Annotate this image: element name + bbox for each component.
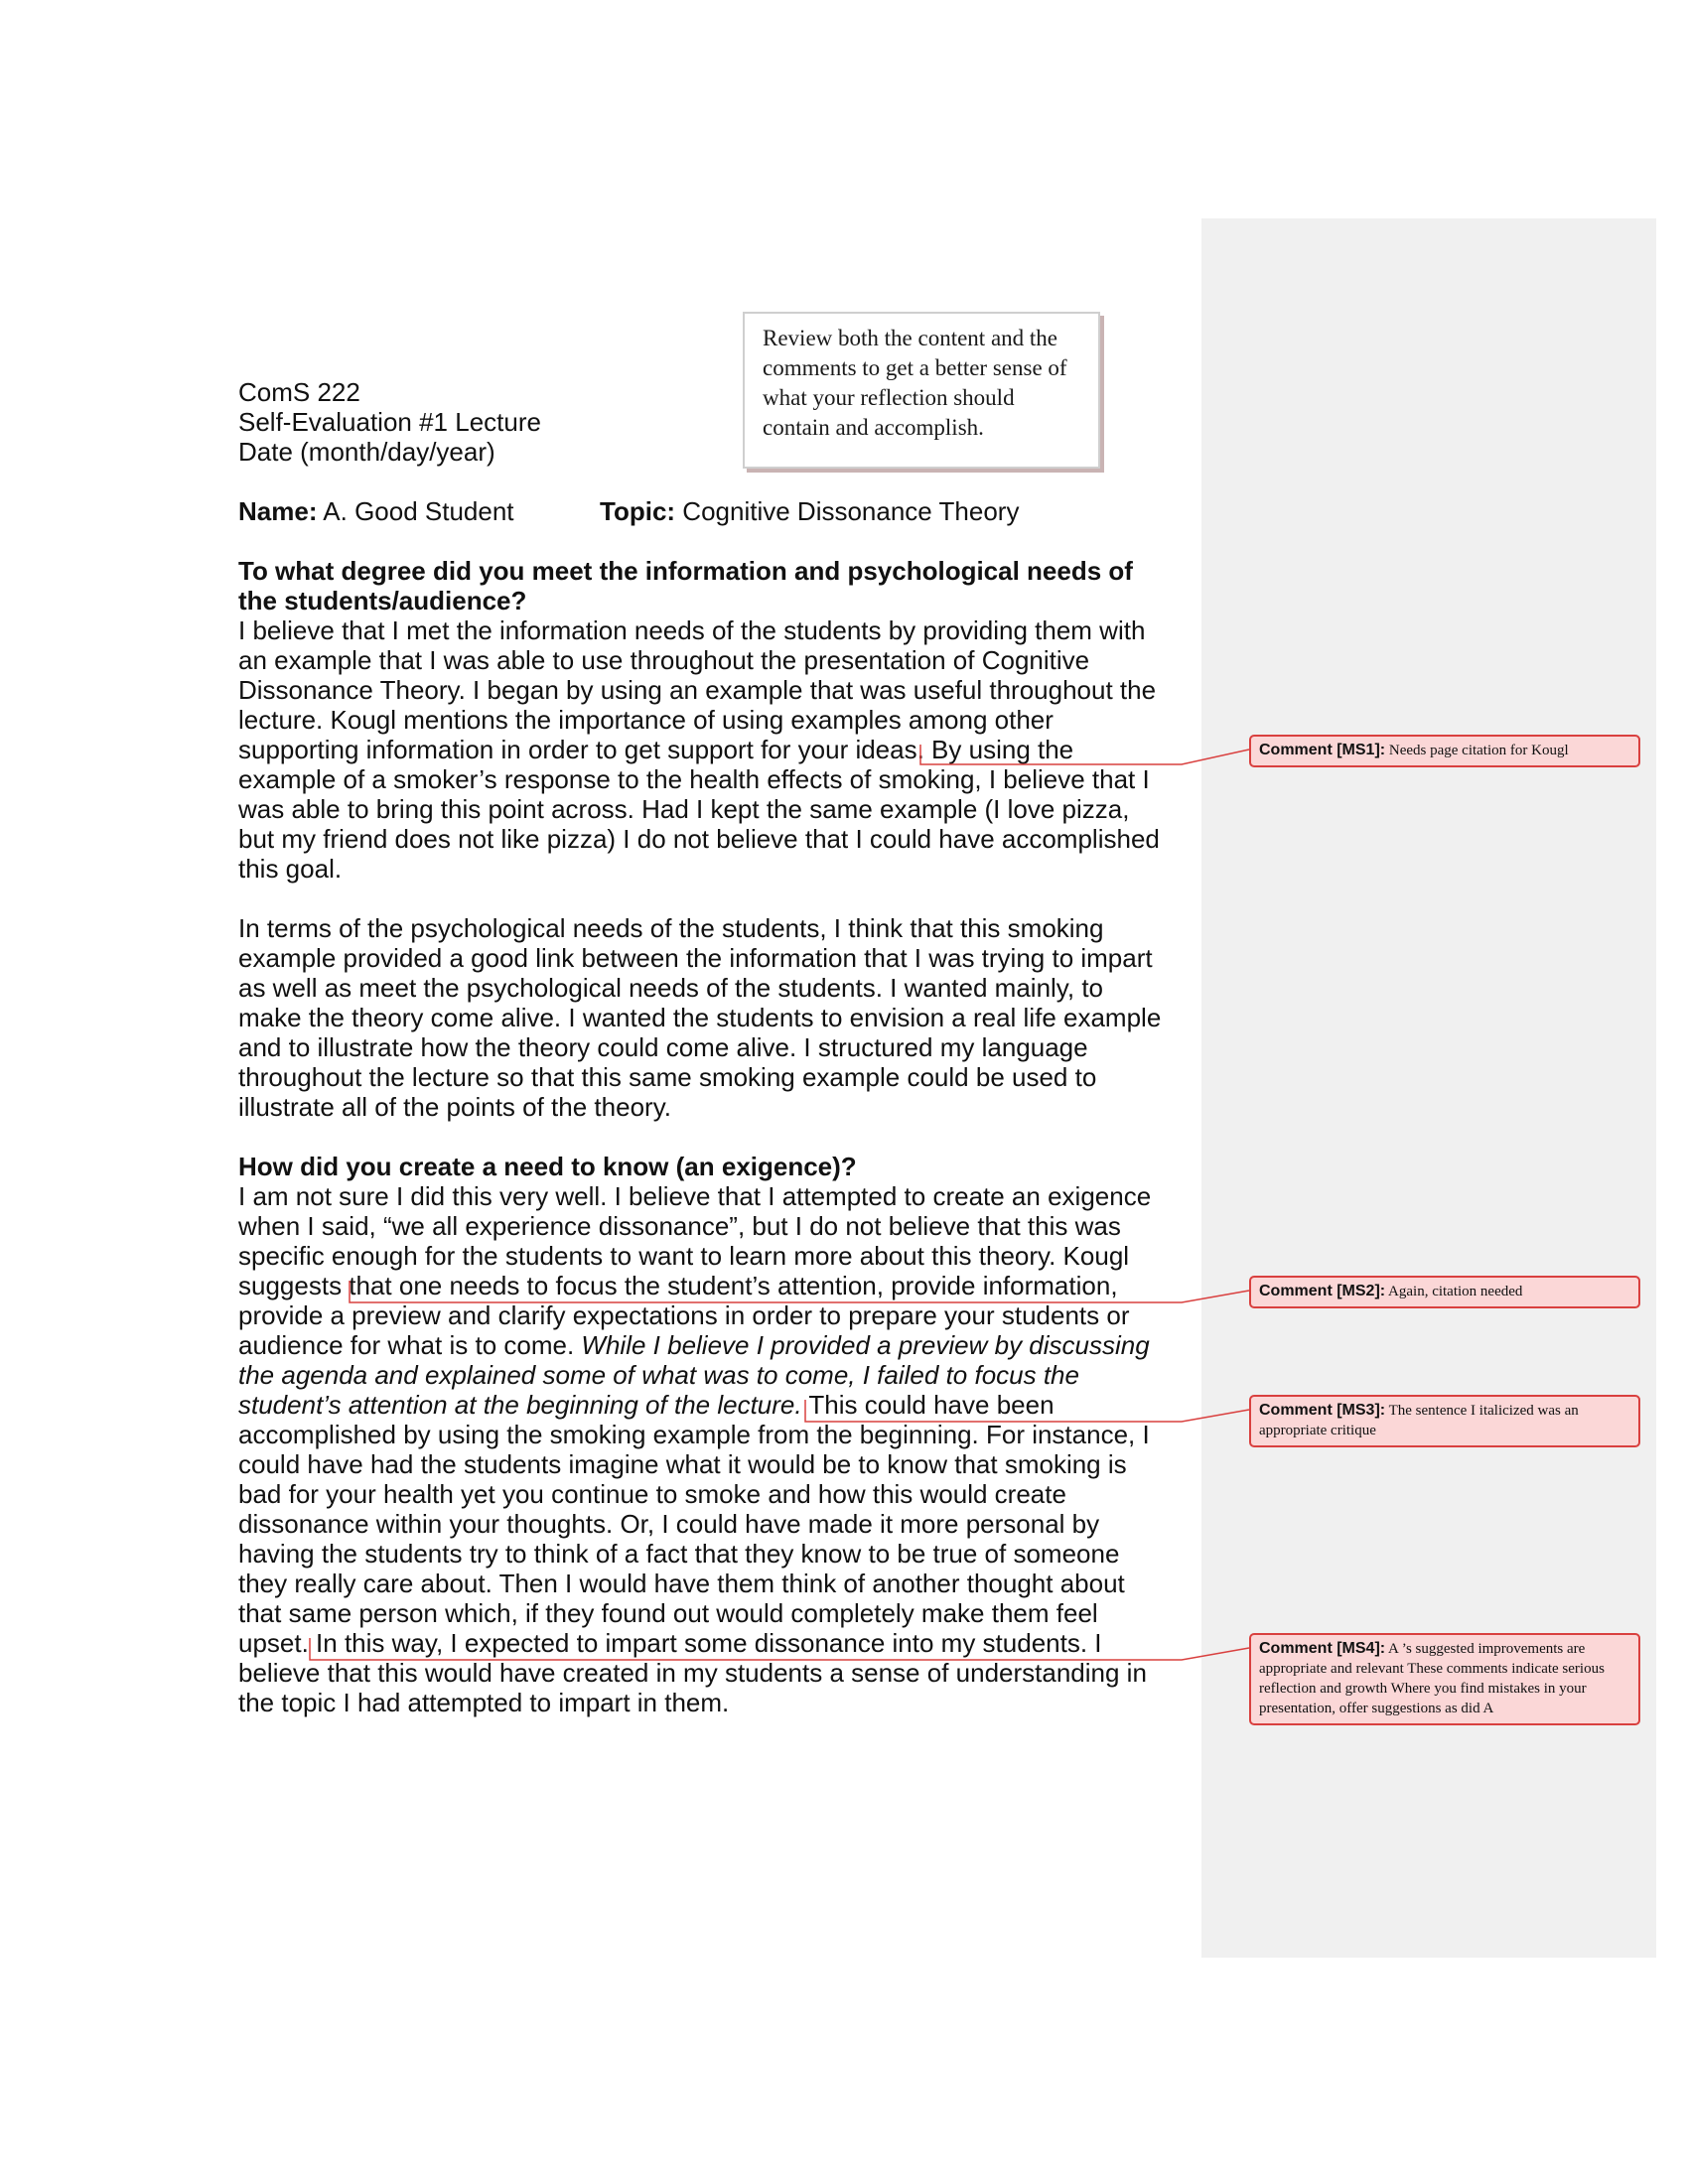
q1-p1-line: but my friend does not like pizza) I do not believe that I could have accomplished [238, 824, 1160, 854]
q2-line: I am not sure I did this very well. I believe that I attempted to create an exigence [238, 1181, 1152, 1211]
q2-line: specific enough for the students to want to learn more about this theory. Kougl [238, 1241, 1130, 1271]
comment-text: The sentence I italicized was an appropriate critique [1259, 1403, 1579, 1438]
q2-line: believe that this would have created in my students a sense of understanding in [238, 1658, 1147, 1688]
name-line [238, 496, 514, 526]
q1-heading-line-2: the students/audience? [238, 586, 527, 615]
q2-line-text: audience for what is to come. [238, 1330, 575, 1360]
italic-critique: student’s attention at the beginning of the lecture. [238, 1390, 802, 1420]
q2-line: upset. In this way, I expected to impart some dissonance into my students. I [238, 1628, 1102, 1658]
q1-p1-line: example of a smoker’s response to the health effects of smoking, I believe that I [238, 764, 1150, 794]
comment-text: A ’s suggested improvements are appropriate and relevant These comments indicate serious reflection and growth Where you find mistakes in your presentation, offer suggestions as did A [1259, 1641, 1605, 1716]
q1-p2-line: example provided a good link between the information that I was trying to impart [238, 943, 1153, 973]
name-label: Name: [238, 496, 318, 526]
date-line: Date (month/day/year) [238, 437, 495, 467]
comment-label: Comment [MS4]: [1259, 1640, 1386, 1657]
comment-ms3[interactable] [1249, 1395, 1640, 1447]
q2-line: suggests that one needs to focus the student’s attention, provide information, [238, 1271, 1118, 1300]
comment-text: Needs page citation for Kougl [1385, 743, 1569, 758]
comment-label: Comment [MS3]: [1259, 1402, 1386, 1419]
q2-line-with-italic [238, 1390, 1055, 1420]
q1-p1-line: lecture. Kougl mentions the importance of using examples among other [238, 705, 1054, 735]
italic-critique: While I believe I provided a preview by discussing [581, 1330, 1150, 1360]
document-header [238, 377, 541, 467]
q2-line-with-italic [238, 1330, 1150, 1360]
q2-line: provide a preview and clarify expectations in order to prepare your students or [238, 1300, 1130, 1330]
comment-text: Again, citation needed [1385, 1284, 1523, 1299]
q2-line: they really care about. Then I would have them think of another thought about [238, 1569, 1125, 1598]
q2-heading: How did you create a need to know (an exigence)? [238, 1152, 857, 1181]
q2-line: when I said, “we all experience dissonance”, but I do not believe that this was [238, 1211, 1121, 1241]
q1-p2-line: make the theory come alive. I wanted the students to envision a real life example [238, 1003, 1162, 1032]
q1-p2-line: throughout the lecture so that this same smoking example could be used to [238, 1062, 1097, 1092]
q1-p1-line: I believe that I met the information needs of the students by providing them with [238, 615, 1146, 645]
topic-value: Cognitive Dissonance Theory [682, 496, 1020, 526]
topic-label: Topic: [600, 496, 676, 526]
q1-heading-line-1: To what degree did you meet the information and psychological needs of [238, 556, 1133, 586]
q1-p1-line: supporting information in order to get support for your ideas. By using the [238, 735, 1074, 764]
q1-p2-line: In terms of the psychological needs of the students, I think that this smoking [238, 913, 1104, 943]
q1-p1-line: was able to bring this point across. Had I kept the same example (I love pizza, [238, 794, 1130, 824]
q2-line: accomplished by using the smoking example from the beginning. For instance, I [238, 1420, 1150, 1449]
q1-p2-line: illustrate all of the points of the theory. [238, 1092, 671, 1122]
comment-ms4[interactable] [1249, 1633, 1640, 1725]
q2-line-text: This could have been [801, 1390, 1055, 1420]
q2-line: that same person which, if they found out would completely make them feel [238, 1598, 1098, 1628]
q1-p2-line: and to illustrate how the theory could come alive. I structured my language [238, 1032, 1088, 1062]
comment-label: Comment [MS2]: [1259, 1283, 1386, 1299]
course-code: ComS 222 [238, 377, 360, 407]
q2-line: bad for your health yet you continue to smoke and how this would create [238, 1479, 1066, 1509]
name-value: A. Good Student [323, 496, 514, 526]
q2-line: could have had the students imagine what it would be to know that smoking is [238, 1449, 1127, 1479]
q2-line: dissonance within your thoughts. Or, I could have made it more personal by [238, 1509, 1100, 1539]
instruction-callout: Review both the content and the comments to get a better sense of what your reflection should contain and accomplish. [743, 312, 1100, 469]
topic-line [600, 496, 1019, 526]
comment-label: Comment [MS1]: [1259, 742, 1386, 758]
comment-ms1[interactable] [1249, 735, 1640, 767]
assignment-title: Self-Evaluation #1 Lecture [238, 407, 541, 437]
q2-line: having the students try to think of a fact that they know to be true of someone [238, 1539, 1120, 1569]
q1-p1-line: an example that I was able to use throughout the presentation of Cognitive [238, 645, 1090, 675]
q1-p1-line: Dissonance Theory. I began by using an example that was useful throughout the [238, 675, 1157, 705]
q1-p1-line: this goal. [238, 854, 343, 884]
q2-line: the topic I had attempted to impart in them. [238, 1688, 730, 1717]
comment-ms2[interactable] [1249, 1276, 1640, 1308]
italic-critique: the agenda and explained some of what was to come, I failed to focus the [238, 1360, 1079, 1390]
q1-p2-line: as well as meet the psychological needs of the students. I wanted mainly, to [238, 973, 1103, 1003]
